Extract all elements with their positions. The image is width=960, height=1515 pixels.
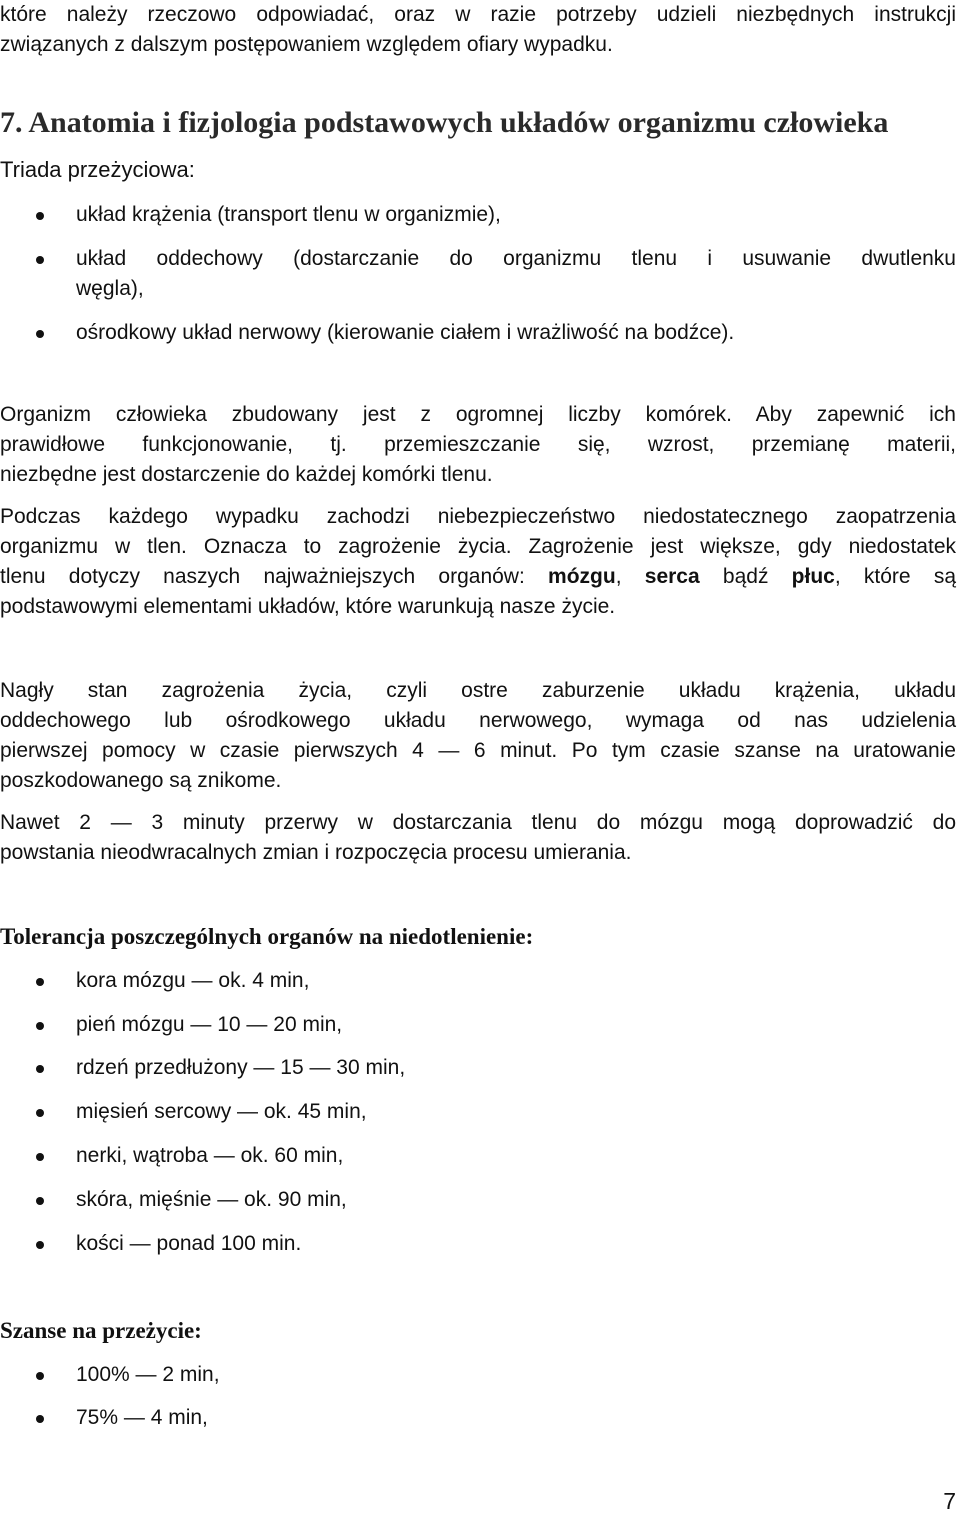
bullet-icon xyxy=(36,1109,44,1117)
triad-title: Triada przeżyciowa: xyxy=(0,157,195,182)
bullet-icon xyxy=(36,1022,44,1030)
paragraph-line: Organizm człowieka zbudowany jest z ogromnej liczby komórek. Aby zapewnić ich xyxy=(0,403,956,426)
bullet-icon xyxy=(36,978,44,986)
section-heading: 7. Anatomia i fizjologia podstawowych układów organizmu człowieka xyxy=(0,106,889,139)
survival-title: Szanse na przeżycie: xyxy=(0,1318,202,1343)
bullet-icon xyxy=(36,1065,44,1073)
paragraph-line: powstania nieodwracalnych zmian i rozpoczęcia procesu umierania. xyxy=(0,841,632,864)
bullet-icon xyxy=(36,1197,44,1205)
intro-line-2: związanych z dalszym postępowaniem względem ofiary wypadku. xyxy=(0,33,613,56)
bullet-icon xyxy=(36,330,44,338)
paragraph-line: organizmu w tlen. Oznacza to zagrożenie życia. Zagrożenie jest większe, gdy niedostatek xyxy=(0,535,956,558)
paragraph-line: oddechowego lub ośrodkowego układu nerwowego, wymaga od nas udzielenia xyxy=(0,709,956,732)
bullet-icon xyxy=(36,212,44,220)
tolerance-title: Tolerancja poszczególnych organów na niedotlenienie: xyxy=(0,924,534,949)
paragraph-line: Nawet 2 — 3 minuty przerwy w dostarczania tlenu do mózgu mogą doprowadzić do xyxy=(0,811,956,834)
paragraph-line: prawidłowe funkcjonowanie, tj. przemieszczanie się, wzrost, przemianę materii, xyxy=(0,433,956,456)
page-number: 7 xyxy=(943,1488,956,1514)
bullet-icon xyxy=(36,1241,44,1249)
paragraph-line: podstawowymi elementami układów, które warunkują nasze życie. xyxy=(0,595,616,618)
paragraph-line: niezbędne jest dostarczenie do każdej komórki tlenu. xyxy=(0,463,493,486)
paragraph-line: pierwszej pomocy w czasie pierwszych 4 — 6 minut. Po tym czasie szanse na uratowanie xyxy=(0,739,956,762)
document-page: które należy rzeczowo odpowiadać, oraz w razie potrzeby udzieli niezbędnych instrukcji związanych z dalszym postępowaniem względem ofiary wypadku. 7. Anatomia i fizjologia podstawowych układów organizmu człowieka Triada przeżyciowa: układ krążenia (transport tlenu w organizmie), układ oddechowy (dostarczanie do organizmu tlenu i usuwanie dwutlenku węgla), ośrodkowy układ nerwowy (kierowanie ciałem i wrażliwość na bodźce). Organizm człowieka zbudowany jest z ogromnej liczby komórek. Aby zapewnić ich prawidłowe funkcjonowanie, tj. przemieszczanie się, wzrost, przemianę materii, niezbędne jest dostarczenie do każdej komórki tlenu. Podczas każdego wypadku zachodzi niebezpieczeństwo niedostatecznego zaopatrzenia organizmu w tlen. Oznacza to zagrożenie życia. Zagrożenie jest większe, gdy niedostatek tlenu dotyczy naszych najważniejszych organów: mózgu, serca bądź płuc, które są podstawowymi elementami układów, które warunkują nasze życie. Nagły stan zagrożenia życia, czyli ostre zaburzenie układu krążenia, układu oddechowego lub ośrodkowego układu nerwowego, wymaga od nas udzielenia pierwszej pomocy w czasie pierwszych 4 — 6 minut. Po tym czasie szanse na uratowanie poszkodowanego są znikome. Nawet 2 — 3 minuty przerwy w dostarczania tlenu do mózgu mogą doprowadzić do powstania nieodwracalnych zmian i rozpoczęcia procesu umierania. Tolerancja poszczególnych organów na niedotlenienie: kora mózgu — ok. 4 min, pień mózgu — 10 — 20 min, rdzeń przedłużony — 15 — 30 min, mięsień sercowy — ok. 45 min, nerki, wątroba — ok. 60 min, skóra, mięśnie — ok. 90 min, kości — ponad 100 min. Szanse na przeżycie: 100% — 2 min, 75% — 4 min, 7 xyxy=(0,0,960,1515)
paragraph-line-organs: tlenu dotyczy naszych najważniejszych organów: mózgu, serca bądź płuc, które są xyxy=(0,565,956,588)
bullet-icon xyxy=(36,1372,44,1380)
intro-line-1: które należy rzeczowo odpowiadać, oraz w razie potrzeby udzieli niezbędnych instrukcji xyxy=(0,3,956,26)
bullet-icon xyxy=(36,1415,44,1423)
emphasis-lungs: płuc xyxy=(791,565,835,588)
emphasis-heart: serca xyxy=(644,565,700,588)
paragraph-line: Nagły stan zagrożenia życia, czyli ostre zaburzenie układu krążenia, układu xyxy=(0,679,956,702)
paragraph-line: poszkodowanego są znikome. xyxy=(0,769,282,792)
bullet-icon xyxy=(36,1153,44,1161)
bullet-icon xyxy=(36,256,44,264)
list-item-continuation: węgla), xyxy=(76,277,144,300)
emphasis-brain: mózgu xyxy=(548,565,616,588)
paragraph-line: Podczas każdego wypadku zachodzi niebezpieczeństwo niedostatecznego zaopatrzenia xyxy=(0,505,956,528)
